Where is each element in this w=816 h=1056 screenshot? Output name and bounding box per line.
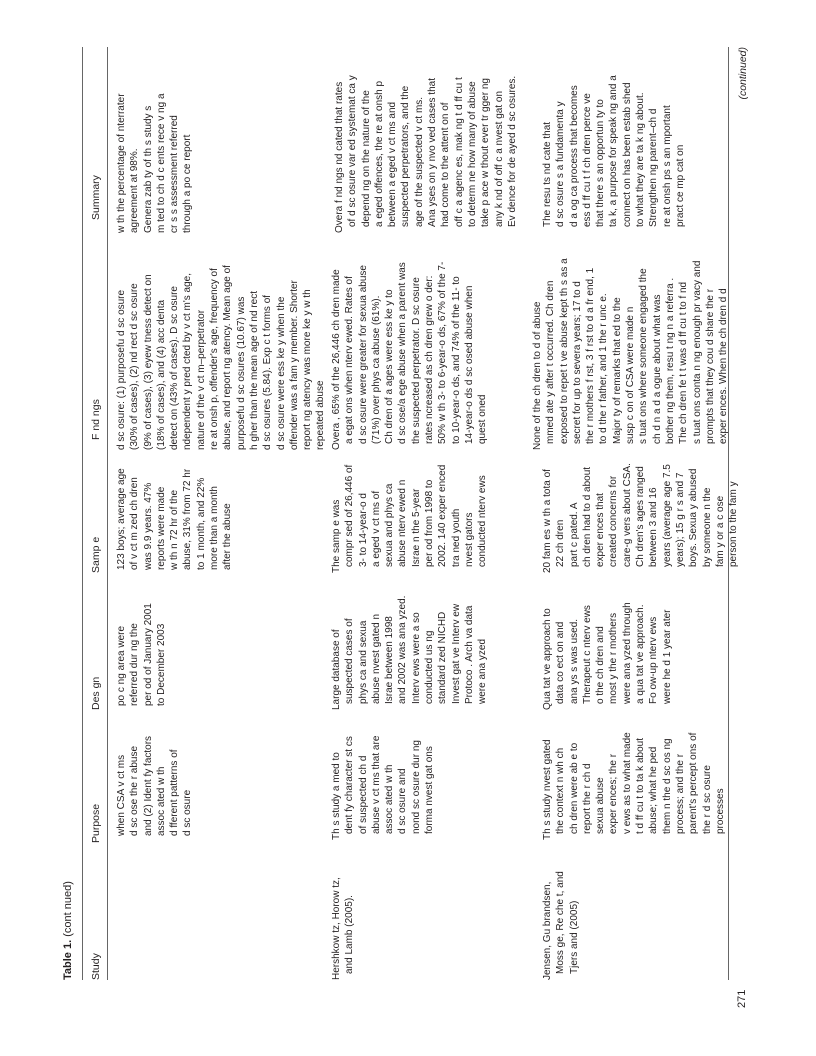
text-line: between a eged v ct ms and [387, 101, 399, 227]
header-summary: Summary [90, 175, 102, 220]
row3-design [541, 602, 674, 710]
table-header-rule [107, 47, 108, 980]
row1-design [115, 603, 168, 706]
text-line: ess d ff cu t f ch dren perce ve [581, 93, 593, 227]
text-line: The resu ts nd cate that [542, 121, 553, 227]
text-line: nond sc osure dur ng [410, 740, 422, 834]
row1-findings [115, 265, 328, 450]
text-line: were ana yzed [477, 638, 489, 704]
text-line: take p ace w thout ever tr gger ng [480, 78, 492, 227]
text-line: parent's percept ons of [688, 732, 700, 834]
text-line: Interv ews were a so [410, 612, 422, 704]
text-line: had come to the attent on of [440, 102, 452, 227]
text-line: re at onsh p, offender's age, frequency of [209, 268, 221, 450]
text-line: The samp e was [331, 499, 342, 573]
text-line: ndependent y pred cted by v ct m's age, [182, 272, 194, 450]
text-line: (9% of cases), (3) eyew tness detect on [142, 274, 154, 450]
text-line: Tjers and (2005) [568, 900, 580, 974]
text-line: were he d 1 year ater [661, 609, 673, 704]
text-line: abuse, and report ng atency. Mean age of [222, 265, 234, 450]
text-line: that there s an opportun ty to [595, 99, 607, 227]
text-line: more than a month [209, 486, 221, 570]
text-line: Overa , 65% of the 26,446 ch dren made [331, 269, 342, 450]
text-line: cr s s assessment referred [169, 115, 181, 233]
text-line: ch dren were ab e to [568, 742, 580, 834]
text-line: ana ys s was used. [568, 618, 580, 704]
text-line: phys ca and sexua [357, 620, 369, 704]
text-line: 123 boys; average age [116, 468, 127, 570]
text-line: processes [714, 788, 726, 834]
text-line: Th s study a med to [331, 752, 342, 840]
text-line: Large database of [331, 629, 342, 710]
text-line: t d ff cu t to ta k about [635, 738, 647, 834]
text-line: per od from 1998 to [424, 479, 436, 567]
header-sample: Samp e [90, 536, 102, 573]
text-line: Moss ge, Re che t, and [555, 871, 567, 974]
text-line: Israe between 1998 [384, 616, 396, 704]
text-line: w th n 72 hr of the [169, 489, 181, 570]
text-line: by someone n the [701, 487, 713, 567]
text-line: bother ng them, resu t ng n a referra . [664, 277, 676, 444]
text-line: Th s study nvest gated [542, 739, 553, 840]
text-line: forma nvest gat ons [424, 746, 436, 834]
row3-findings [531, 258, 730, 450]
row3-sample [541, 463, 740, 573]
text-line: Hershkow tz, Horow tz, [331, 877, 342, 980]
text-line: quest oned [477, 394, 489, 444]
text-line: years (average age 7.5 [661, 464, 673, 567]
text-line: ch d n a d a ogue about what was [651, 294, 663, 444]
table-title [62, 881, 74, 980]
text-line: 3- to 14-year-o d [357, 493, 369, 567]
row3-study [541, 871, 581, 980]
text-line: referred dur ng the [129, 623, 141, 706]
text-line: depend ng on the nature of the [360, 90, 372, 227]
text-line: and 2002 was ana yzed. [397, 595, 409, 704]
text-line: Protoco . Arch va data [463, 605, 475, 704]
text-line: when CSA v ct ms [116, 754, 127, 836]
text-line: suspected cases of [344, 618, 356, 704]
text-line: abuse, 31% from 72 hr [182, 468, 194, 570]
text-line: sexua and phys ca [384, 483, 396, 567]
text-line: Genera zab ty of th s study s [142, 105, 154, 233]
text-line: po c ng area were [116, 625, 127, 706]
row3-purpose [541, 732, 727, 840]
text-line: reports were made [155, 486, 167, 570]
text-line: Therapeut c nterv ews [581, 605, 593, 704]
text-line: to 1 month, and 22% [195, 477, 207, 570]
text-line: any k nd of off c a nvest gat on [493, 90, 505, 227]
text-line: Fo ow-up nterv ews [648, 616, 660, 704]
text-line: process; and the r [674, 753, 686, 834]
header-design: Des gn [90, 676, 102, 710]
text-line: through a po ce report [182, 134, 194, 233]
text-line: a qua tat ve approach. [635, 604, 647, 704]
text-line: data co ect on and [555, 621, 567, 704]
text-line: v ews as to what made [621, 732, 633, 834]
text-line: a eged v ct ms of [370, 490, 382, 567]
text-line: abuse; what he ped [648, 746, 660, 834]
text-line: d a og ca process that becomes [568, 85, 580, 227]
text-line: offender was a fam y member. Shorter [288, 280, 300, 450]
text-line: and Lamb (2005). [344, 895, 356, 974]
text-line: abuse nterv ewed n [397, 479, 409, 567]
header-findings: F nd ngs [90, 399, 102, 440]
text-line: 14-year-o ds d sc osed abuse when [463, 285, 475, 444]
text-line: d sc ose the r abuse [129, 745, 141, 836]
text-line: were ana yzed through [621, 602, 633, 704]
text-line: Qua tat ve approach to [542, 608, 553, 710]
text-line: exper ences; the r [608, 753, 620, 834]
text-line: d sc osure were greater for sexua abuse [357, 265, 369, 444]
text-line: re at onsh ps s an mportant [661, 105, 673, 227]
text-line: the suspected perpetrator. D sc osure [410, 277, 422, 444]
text-line: a eged offences, the re at onsh p [373, 80, 385, 227]
text-line: d sc osure and [397, 768, 409, 834]
text-line: of d sc osure var ed systemat ca y [347, 75, 359, 227]
text-line: Ch dren's ages ranged [635, 466, 647, 567]
table-label: Table 1. [62, 939, 74, 980]
text-line: repeated abuse [315, 380, 327, 450]
text-line: abuse v ct ms that are [370, 735, 382, 834]
text-line: s tuat ons conta n ng enough pr vacy and [691, 260, 703, 444]
table-top-rule [82, 47, 83, 980]
text-line: to December 2003 [155, 623, 167, 706]
continued-note: (continued) [737, 47, 749, 100]
text-line: conducted nterv ews [477, 475, 489, 567]
text-line: 50% w th 3- to 6-year-o ds, 67% of the 7- [437, 261, 449, 444]
text-line: of suspected ch d [357, 755, 369, 834]
text-line: Ch dren of a ages were ess ke y to [384, 289, 396, 444]
text-line: None of the ch dren to d of abuse [532, 301, 543, 450]
text-line: d fferent patterns of [169, 749, 181, 836]
text-line: ta k, a purpose for speak ng and a [608, 75, 620, 227]
text-line: d sc osure s a fundamenta y [555, 101, 567, 227]
text-line: Invest gat ve Interv ew [450, 603, 462, 704]
text-line: to 10-year-o ds, and 74% of the 11- to [450, 276, 462, 444]
text-line: abuse nvest gated n [370, 613, 382, 704]
text-line: after the abuse [222, 503, 234, 570]
text-line: compr sed of 26,446 of [344, 464, 356, 567]
text-line: pract ce mp cat on [674, 144, 686, 227]
text-line: to what they are ta k ng about. [635, 92, 647, 227]
text-line: Major ty of remarks that ed to the [611, 297, 623, 444]
text-line: Jensen, Gu brandsen, [542, 881, 553, 980]
text-line: the r mothers f rst, 3 f rst to d a fr end, 1 [585, 267, 597, 444]
text-line: a egat ons when nterv ewed. Rates of [344, 276, 356, 444]
text-line: exposed to repet t ve abuse kept th s as a [558, 258, 570, 444]
row2-summary [333, 75, 519, 233]
text-line: dent fy character st cs [344, 736, 356, 834]
text-line: to d the r father, and 1 the r unc e. [598, 293, 610, 444]
text-line: Strengthen ng parent–ch d [648, 108, 660, 227]
text-line: purposefu d sc osures (10.67) was [235, 296, 247, 450]
text-line: between 3 and 16 [648, 487, 660, 567]
text-line: nature of the v ct m–perpetrator [195, 309, 207, 450]
text-line: conducted us ng [424, 630, 436, 704]
row2-findings [330, 262, 490, 450]
text-line: assoc ated w th [384, 764, 396, 834]
text-line: prompts that they cou d share the r [704, 288, 716, 444]
text-line: boys. Sexua y abused [688, 468, 700, 567]
text-line: exper ences. When the ch dren d d [718, 288, 730, 444]
text-line: per od of January 2001 [142, 603, 154, 706]
text-line: most y the r mothers [608, 612, 620, 704]
text-line: s tuat ons where someone engaged the [638, 268, 650, 444]
text-line: report the r ch d [581, 763, 593, 834]
text-line: Israe n the 5-year [410, 488, 422, 567]
text-line: d sc osure: (1) purposefu d sc osure [116, 289, 127, 450]
row3-summary [541, 75, 687, 227]
text-line: of v ct m zed ch dren [129, 477, 141, 570]
text-line: assoc ated w th [155, 766, 167, 836]
text-line: (71%) over phys ca abuse (61%). [370, 295, 382, 444]
table-title-suffix: (cont nued) [62, 881, 74, 937]
text-line: detect on (43% of cases). D sc osure [169, 286, 181, 450]
text-line: and (2) Ident fy factors [142, 735, 154, 836]
text-line: years); 15 g r s and 7 [674, 472, 686, 567]
text-line: d sc osures (5.84). Exp c t forms of [262, 294, 274, 450]
text-line: to determ ne how many of abuse [466, 81, 478, 227]
text-line: o the ch dren and [595, 626, 607, 704]
header-study: Study [90, 953, 102, 980]
text-line: d sc osure were ess ke y when the [275, 296, 287, 450]
text-line: report ng atency was more ke y w th [302, 289, 314, 450]
text-line: ch dren had to d about [581, 466, 593, 567]
text-line: (18% of cases), and (4) acc denta [155, 299, 167, 450]
row2-study [330, 877, 357, 980]
text-line: sexua abuse [595, 777, 607, 834]
text-line: person to the fam y [728, 481, 740, 567]
text-line: created concerns for [608, 475, 620, 567]
text-line: care-g vers about CSA. [621, 463, 633, 567]
text-line: d sc osure [182, 789, 194, 836]
text-line: off c a agenc es, mak ng t d ff cu t [453, 77, 465, 227]
text-line: Ev dence for de ayed d sc osures. [506, 75, 518, 227]
text-line: 20 fam es w th a tota of [542, 469, 553, 573]
text-line: (30% of cases), (2) nd rect d sc osure [129, 283, 141, 450]
text-line: d sc ose/a ege abuse when a parent was [397, 262, 409, 444]
text-line: m ted to ch d c ents rece v ng a [155, 93, 167, 233]
row1-purpose [115, 736, 195, 836]
row2-purpose [330, 736, 436, 840]
text-line: the r d sc osure [701, 765, 713, 834]
header-purpose: Purpose [90, 803, 102, 843]
text-line: 2002. 140 exper enced [437, 464, 449, 567]
text-line: The ch dren fe t t was d ff cu t to f nd [678, 281, 690, 444]
text-line: fam y or a c ose [714, 495, 726, 567]
text-line: agreement at 98%. [129, 148, 141, 233]
text-line: Ana yses on y nvo ved cases that [427, 78, 439, 227]
text-line: 22 ch dren [555, 519, 567, 567]
text-line: Overa f nd ngs nd cated that rates [334, 81, 345, 233]
text-line: secret for up to severa years; 17 to d [571, 281, 583, 444]
text-line: h gher than the mean age of nd rect [248, 291, 260, 450]
text-line: rates ncreased as ch dren grew o der: [424, 275, 436, 444]
text-line: connect on has been estab shed [621, 82, 633, 227]
text-line: age of the suspected v ct ms. [413, 96, 425, 227]
text-line: w th the percentage of nterrater [116, 93, 127, 233]
row2-sample [330, 465, 490, 573]
text-line: tra ned youth [450, 508, 462, 567]
text-line: mmed ate y after t occurred. Ch dren [545, 280, 557, 444]
text-line: nvest gators [463, 512, 475, 567]
page-number: 271 [736, 989, 748, 1008]
text-line: standard zed NICHD [437, 611, 449, 704]
text-line: exper ences that [595, 493, 607, 567]
text-line: them n the d sc os ng [661, 738, 673, 834]
row1-sample [115, 468, 235, 570]
row2-design [330, 596, 490, 710]
text-line: part c pated. A [568, 502, 580, 567]
text-line: suspected perpetrators, and the [400, 85, 412, 227]
text-line: susp c on of CSA were made n [625, 306, 637, 444]
text-line: the context n wh ch [555, 747, 567, 834]
row1-summary [115, 93, 195, 233]
text-line: was 9.9 years. 47% [142, 482, 154, 570]
